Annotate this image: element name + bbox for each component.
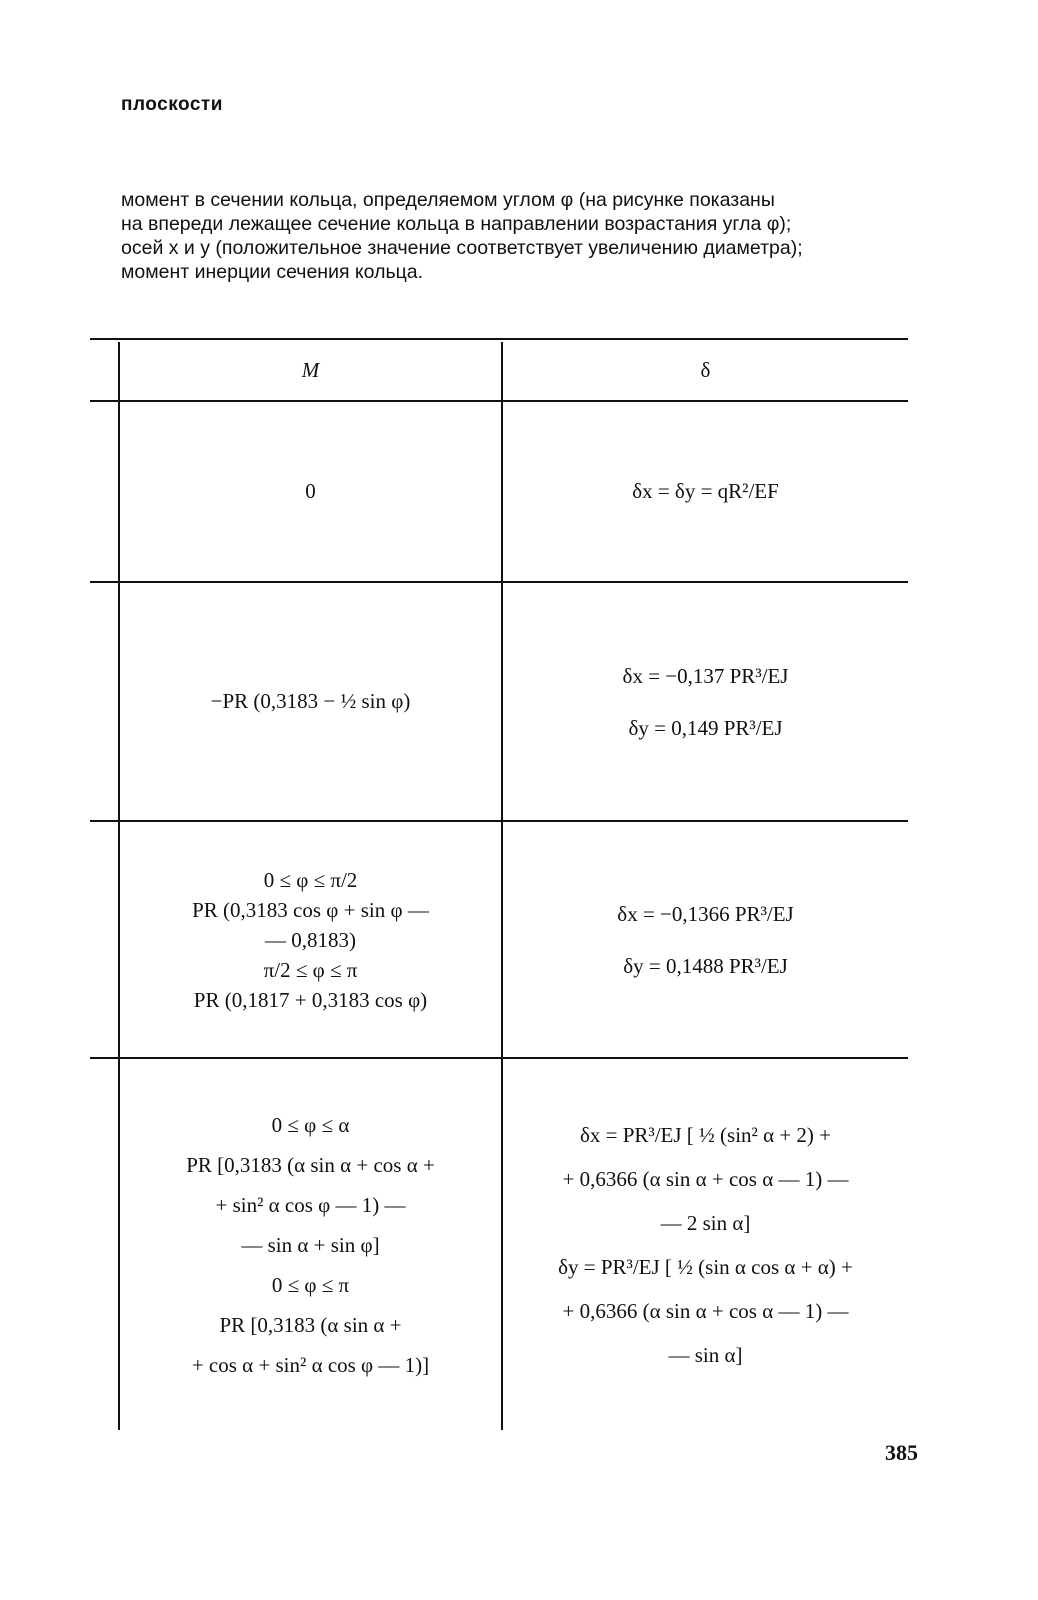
table-row-2-m: −PR (0,3183 − ½ sin φ): [210, 689, 411, 713]
table-row-4-m: 0 ≤ φ ≤ α PR [0,3183 (α sin α + cos α + + sin² α cos φ — 1) — — sin α + sin φ] 0 ≤ φ ≤ π PR [0,3183 (α sin α + + cos α + sin² α cos φ — 1)]: [186, 1113, 435, 1377]
row-divider: [90, 1057, 908, 1059]
page-number: 385: [885, 1440, 918, 1465]
intro-line: на впереди лежащее сечение кольца в направлении возрастания угла φ);: [121, 213, 792, 235]
intro-paragraph: [121, 188, 921, 284]
page-header: плоскости: [121, 94, 223, 115]
column-header-delta: δ: [700, 357, 711, 382]
table-row-3-delta: δx = −0,1366 PR³/EJ δy = 0,1488 PR³/EJ: [617, 901, 794, 978]
table-row-1-delta: δx = δy = qR²/EF: [632, 479, 779, 503]
intro-line: осей x и y (положительное значение соответствует увеличению диаметра);: [121, 237, 803, 259]
intro-line: момент в сечении кольца, определяемом углом φ (на рисунке показаны: [121, 189, 775, 211]
table-row-3-m: 0 ≤ φ ≤ π/2 PR (0,3183 cos φ + sin φ — — 0,8183) π/2 ≤ φ ≤ π PR (0,1817 + 0,3183 cos φ): [192, 867, 429, 1012]
table-row-4-delta: δx = PR³/EJ [ ½ (sin² α + 2) + + 0,6366 (α sin α + cos α — 1) — — 2 sin α] δy = PR³/EJ [ ½ (sin α cos α + α) + + 0,6366 (α sin α + cos α — 1) — — sin α]: [558, 1123, 853, 1367]
table-row-1-m: 0: [305, 479, 316, 503]
column-header-m: M: [301, 357, 320, 382]
intro-line: момент инерции сечения кольца.: [121, 261, 424, 283]
table-row-2-delta: δx = −0,137 PR³/EJ δy = 0,149 PR³/EJ: [622, 663, 789, 740]
